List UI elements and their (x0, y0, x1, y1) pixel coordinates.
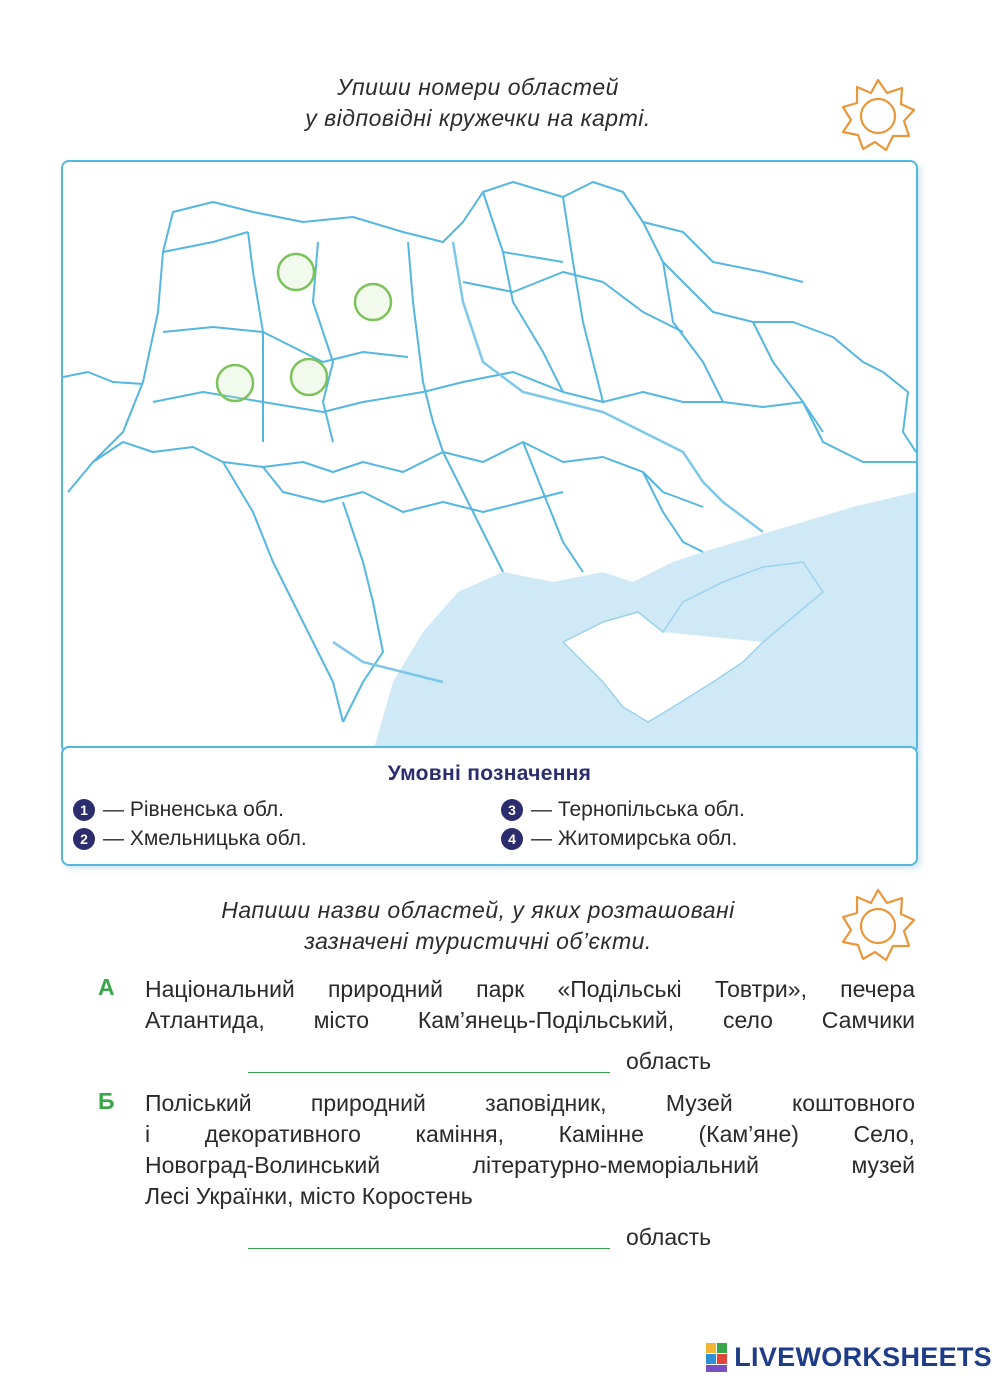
legend-number-badge: 3 (501, 799, 523, 821)
legend-number-badge: 1 (73, 799, 95, 821)
answer-circles (217, 254, 391, 401)
sun-icon (836, 886, 920, 966)
answer-circle[interactable] (291, 359, 327, 395)
legend-label: — Рівненська обл. (103, 798, 284, 821)
answer-a-input[interactable] (248, 1072, 610, 1073)
legend-item (73, 798, 284, 822)
legend-item (73, 827, 307, 851)
answer-b-input[interactable] (248, 1248, 610, 1249)
legend-item (501, 827, 737, 851)
liveworksheets-logo-icon (706, 1343, 728, 1373)
legend-label: — Житомирська обл. (531, 827, 738, 850)
instruction-2-line1: Напиши назви областей, у яких розташовані (221, 897, 735, 923)
answer-circle[interactable] (355, 284, 391, 320)
legend-label: — Хмельницька обл. (103, 827, 307, 850)
legend-item (501, 798, 745, 822)
legend-title: Умовні позначення (387, 762, 592, 785)
instruction-2 (0, 895, 978, 957)
question-a-suffix: область (626, 1048, 712, 1074)
answer-circle[interactable] (217, 365, 253, 401)
question-a-line1: Національний природний парк «Подільські Товтри», печера (145, 976, 915, 1002)
question-b-letter: Б (98, 1088, 115, 1114)
instruction-2-line2: зазначені туристичні об’єкти. (304, 928, 652, 954)
instruction-1-line1: Упиши номери областей (337, 74, 619, 100)
legend-box (61, 746, 918, 866)
brand-name: LIVEWORKSHEETS (734, 1342, 992, 1372)
sun-icon (836, 76, 920, 156)
instruction-1 (0, 72, 978, 134)
liveworksheets-brand[interactable] (706, 1342, 992, 1373)
question-b-line4: Лесі Українки, місто Коростень (145, 1183, 473, 1209)
question-b-line2: і декоративного каміння, Камінне (Кам’яне) Село, (145, 1121, 915, 1147)
question-b-line1: Поліський природний заповідник, Музей коштовного (145, 1090, 915, 1116)
answer-circle[interactable] (278, 254, 314, 290)
legend-number-badge: 2 (73, 828, 95, 850)
legend-number-badge: 4 (501, 828, 523, 850)
question-a-line2: Атлантида, місто Кам’янець-Подільський, село Самчики (145, 1007, 915, 1033)
question-b-text (145, 1088, 915, 1212)
instruction-1-line2: у відповідні кружечки на карті. (305, 105, 651, 131)
map-of-ukraine (61, 160, 918, 754)
question-a-letter: А (98, 974, 115, 1000)
map-svg (63, 162, 916, 752)
question-b-line3: Новоград-Волинський літературно-меморіальний музей (145, 1152, 915, 1178)
question-b-suffix: область (626, 1224, 712, 1250)
legend-label: — Тернопільська обл. (531, 798, 745, 821)
question-a-text (145, 974, 915, 1036)
